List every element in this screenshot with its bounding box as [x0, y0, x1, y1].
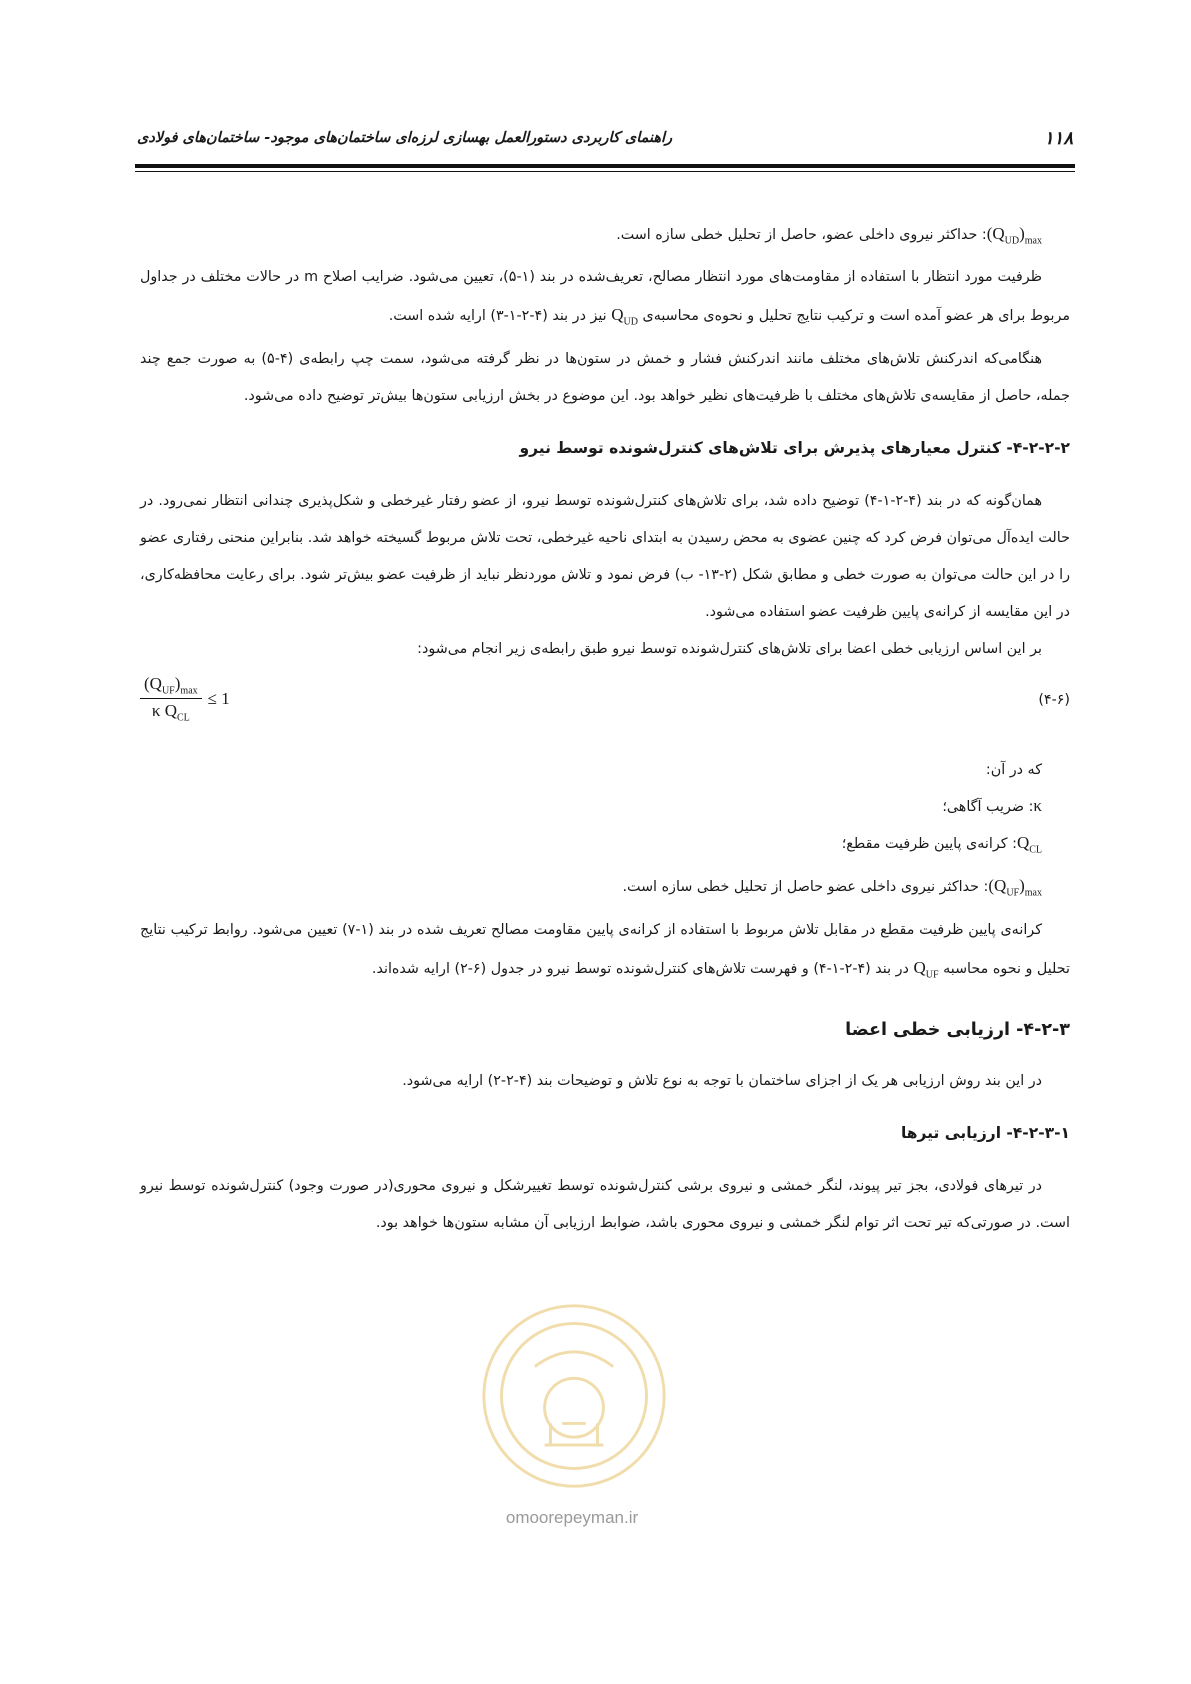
running-title: راهنمای کاربردی دستورالعمل بهسازی لرزه‌ای ساختمان‌های موجود- ساختمان‌های فولادی [137, 130, 673, 146]
symbol-qcl: $Q_{CL}$ [1016, 832, 1042, 856]
paragraph-text: کرانه‌ی پایین ظرفیت مقطع در مقابل تلاش مربوط با استفاده از کرانه‌ی پایین مقاومت مصالح تعریف شده در بند (۱-۷) تعیین می‌شود. روابط ترکیب نتایج تحلیل و نحوه محاسبه [140, 921, 1070, 977]
seal-arc [535, 1352, 613, 1367]
equation-4-6 [140, 674, 1070, 748]
symbol-quf-max: $(Q_{UF})_{max}$ [988, 876, 1042, 899]
definition-text: : حداکثر نیروی داخلی عضو، حاصل از تحلیل خطی سازه است. [616, 227, 987, 243]
paragraph-lower-bound [140, 912, 1070, 993]
definition-kappa [140, 788, 1070, 825]
paragraph-linear-evaluation: بر این اساس ارزیابی خطی اعضا برای تلاش‌های کنترل‌شونده توسط نیرو طبق رابطه‌ی زیر انجام می‌شود: [417, 640, 1042, 657]
paragraph-force-controlled: همان‌گونه که در بند (۴-۲-۱-۴) توضیح داده شد، برای تلاش‌های کنترل‌شونده توسط نیرو، از عضو رفتار غیرخطی و شکل‌پذیری چندانی انتظار نمی‌رود. در حالت ایده‌آل می‌توان فرض کرد که چنین عضوی به محض رسیدن به ابتدای ناحیه غیرخطی، تحت تلاش مربوط گسیخته خواهد شد. بنابراین منحنی رفتاری عضو را در این حالت می‌توان به صورت خطی و مطابق شکل (۲-۱۳- ب) فرض نمود و تلاش موردنظر نباید از ظرفیت عضو بیش‌تر شود. برای رعایت محافظه‌کاری، در این مقایسه از کرانه‌ی پایین ظرفیت عضو استفاده می‌شود. [140, 492, 1070, 620]
paragraph-text: ظرفیت مورد انتظار با استفاده از مقاومت‌های مورد انتظار مصالح، تعریف‌شده در بند (۱-۵)، تعیین می‌شود. ضرایب اصلاح m در حالات مختلف در جداول مربوط برای هر عضو آمده است و ترکیب نتایج تحلیل و نحوه‌ی محاسبه‌ی [140, 269, 1070, 325]
watermark-seal [476, 1298, 672, 1494]
symbol-qud: $Q_{UD}$ [611, 305, 638, 328]
seal-gear-icon [545, 1378, 604, 1437]
section-heading-4-2-3: ۴-۲-۳- ارزیابی خطی اعضا [845, 1019, 1070, 1040]
where-clause: که در آن: [985, 761, 1042, 778]
paragraph-beams: در تیرهای فولادی، بجز تیر پیوند، لنگر خمشی و نیروی برشی کنترل‌شونده توسط تغییرشکل و نیروی محوری(در صورت وجود) کنترل‌شونده توسط نیرو است. در صورتی‌که تیر تحت اثر توام لنگر خمشی و نیروی محوری باشد، ضوابط ارزیابی آن مشابه ستون‌ها خواهد بود. [140, 1177, 1070, 1231]
paragraph-text: در بند (۴-۲-۱-۴) و فهرست تلاش‌های کنترل‌شونده توسط نیرو در جدول (۶-۲) ارایه شده‌اند. [371, 960, 909, 977]
equation-formula [140, 674, 230, 724]
equation-fraction [140, 674, 202, 724]
section-heading-4-2-3-1: ۴-۲-۳-۱- ارزیابی تیرها [900, 1123, 1070, 1142]
equation-numerator: $(Q_{UF})_{max}$ [140, 674, 202, 699]
definition-qcl [140, 825, 1070, 868]
equation-denominator: κ $Q_{CL}$ [151, 701, 190, 724]
page-number: ۱۱۸ [1043, 128, 1073, 149]
page-header [137, 128, 1073, 156]
seal-inner-ring [501, 1323, 646, 1468]
symbol-kappa: κ [1033, 795, 1042, 815]
definition-text: : حداکثر نیروی داخلی عضو حاصل از تحلیل خطی سازه است. [622, 879, 989, 896]
definition-text: : ضریب آگاهی؛ [942, 798, 1034, 815]
paragraph-expected-capacity [140, 259, 1070, 340]
paragraph-member-evaluation: در این بند روش ارزیابی هر یک از اجزای ساختمان با توجه به نوع تلاش و توضیحات بند (۴-۲-۲) ارایه می‌شود. [402, 1072, 1042, 1089]
header-rule-thin [135, 171, 1075, 172]
equation-number: (۴-۶) [1038, 691, 1070, 708]
symbol-qud-max: $(Q_{UD})_{max}$ [986, 224, 1042, 247]
section-heading-4-2-2-2: ۴-۲-۲-۲- کنترل معیارهای پذیرش برای تلاش‌های کنترل‌شونده توسط نیرو [519, 438, 1070, 457]
header-rule-thick [135, 164, 1075, 168]
definition-quf [140, 868, 1070, 911]
symbol-quf: $Q_{UF}$ [913, 957, 939, 980]
definition-text: : کرانه‌ی پایین ظرفیت مقطع؛ [841, 835, 1017, 852]
paragraph-interaction: هنگامی‌که اندرکنش تلاش‌های مختلف مانند اندرکنش فشار و خمش در ستون‌ها در نظر گرفته می‌شود، سمت چپ رابطه‌ی (۴-۵) به صورت جمع چند جمله، حاصل از مقایسه‌ی تلاش‌های مختلف با ظرفیت‌های نظیر خواهد بود. این موضوع در بخش ارزیابی ستون‌ها بیش‌تر توضیح داده می‌شود. [140, 350, 1070, 404]
watermark-site: omoorepeyman.ir [505, 1508, 639, 1527]
body-content [140, 216, 1070, 1242]
equation-relation: ≤ 1 [207, 688, 230, 708]
seal-outer-ring [484, 1306, 664, 1486]
definition-qud [140, 216, 1070, 259]
paragraph-text: نیز در بند (۴-۲-۱-۳) ارایه شده است. [388, 308, 607, 325]
